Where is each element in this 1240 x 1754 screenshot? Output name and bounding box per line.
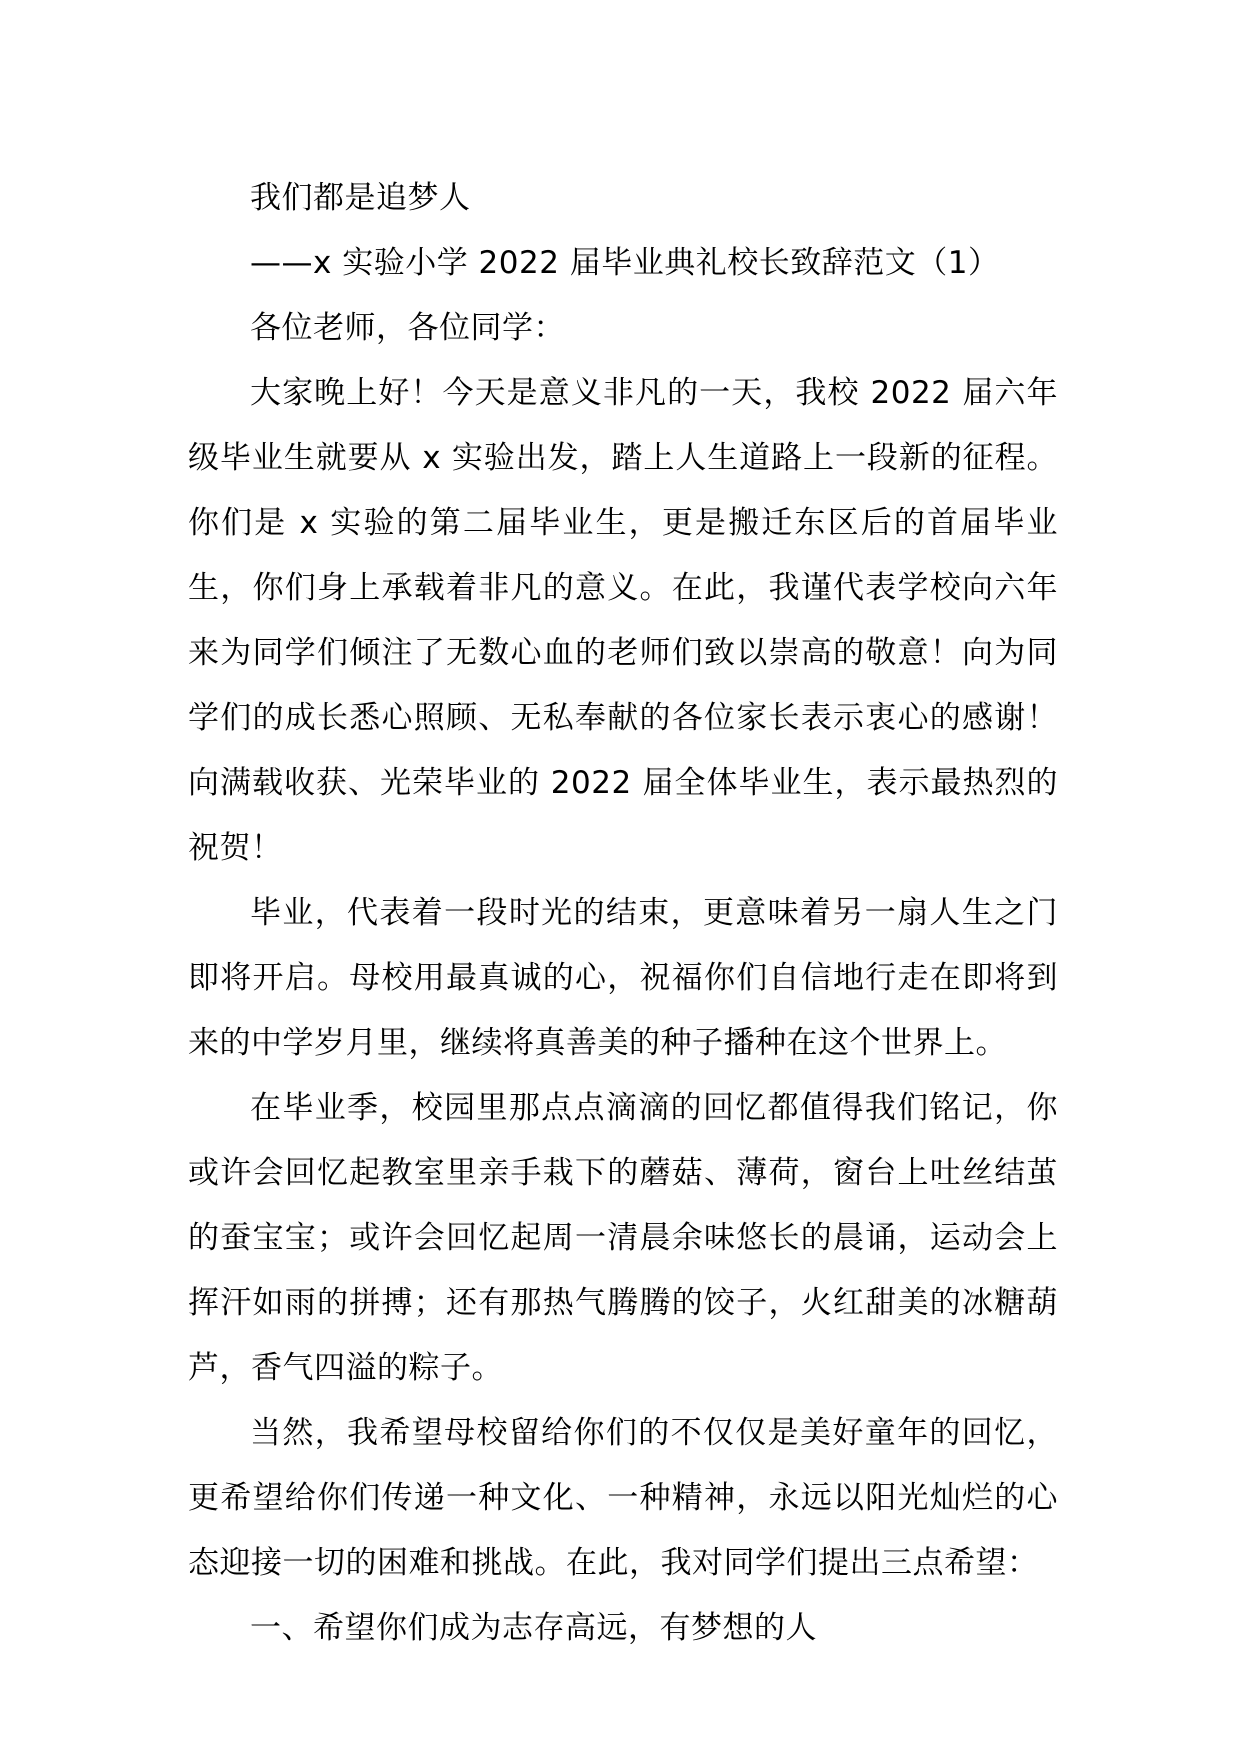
paragraph-graduation: 毕业，代表着一段时光的结束，更意味着另一扇人生之门即将开启。母校用最真诚的心，祝福你们自信地行走在即将到来的中学岁月里，继续将真善美的种子播种在这个世界上。 [188,895,1058,1061]
document-title: 我们都是追梦人 [250,180,471,216]
paragraph-memories: 在毕业季，校园里那点点滴滴的回忆都值得我们铭记，你或许会回忆起教室里亲手栽下的蘑菇、薄荷，窗台上吐丝结茧的蚕宝宝；或许会回忆起周一清晨余味悠长的晨诵，运动会上挥汗如雨的拼搏；还有那热气腾腾的饺子，火红甜美的冰糖葫芦，香气四溢的粽子。 [188,1090,1058,1386]
document-subtitle: ——x 实验小学 2022 届毕业典礼校长致辞范文（1） [250,245,1000,281]
document-body [188,166,1058,1661]
paragraph-hopes: 当然，我希望母校留给你们的不仅仅是美好童年的回忆，更希望给你们传递一种文化、一种精神，永远以阳光灿烂的心态迎接一切的困难和挑战。在此，我对同学们提出三点希望： [188,1415,1058,1581]
paragraph-first-hope: 一、希望你们成为志存高远，有梦想的人 [250,1610,817,1646]
greeting: 各位老师，各位同学： [250,310,565,346]
paragraph-opening: 大家晚上好！今天是意义非凡的一天，我校 2022 届六年级毕业生就要从 x 实验出发，踏上人生道路上一段新的征程。你们是 x 实验的第二届毕业生，更是搬迁东区后的首届毕业生，你们身上承载着非凡的意义。在此，我谨代表学校向六年来为同学们倾注了无数心血的老师们致以崇高的敬意！向为同学们的成长悉心照顾、无私奉献的各位家长表示衷心的感谢！向满载收获、光荣毕业的 2022 届全体毕业生，表示最热烈的祝贺！ [188,375,1058,866]
